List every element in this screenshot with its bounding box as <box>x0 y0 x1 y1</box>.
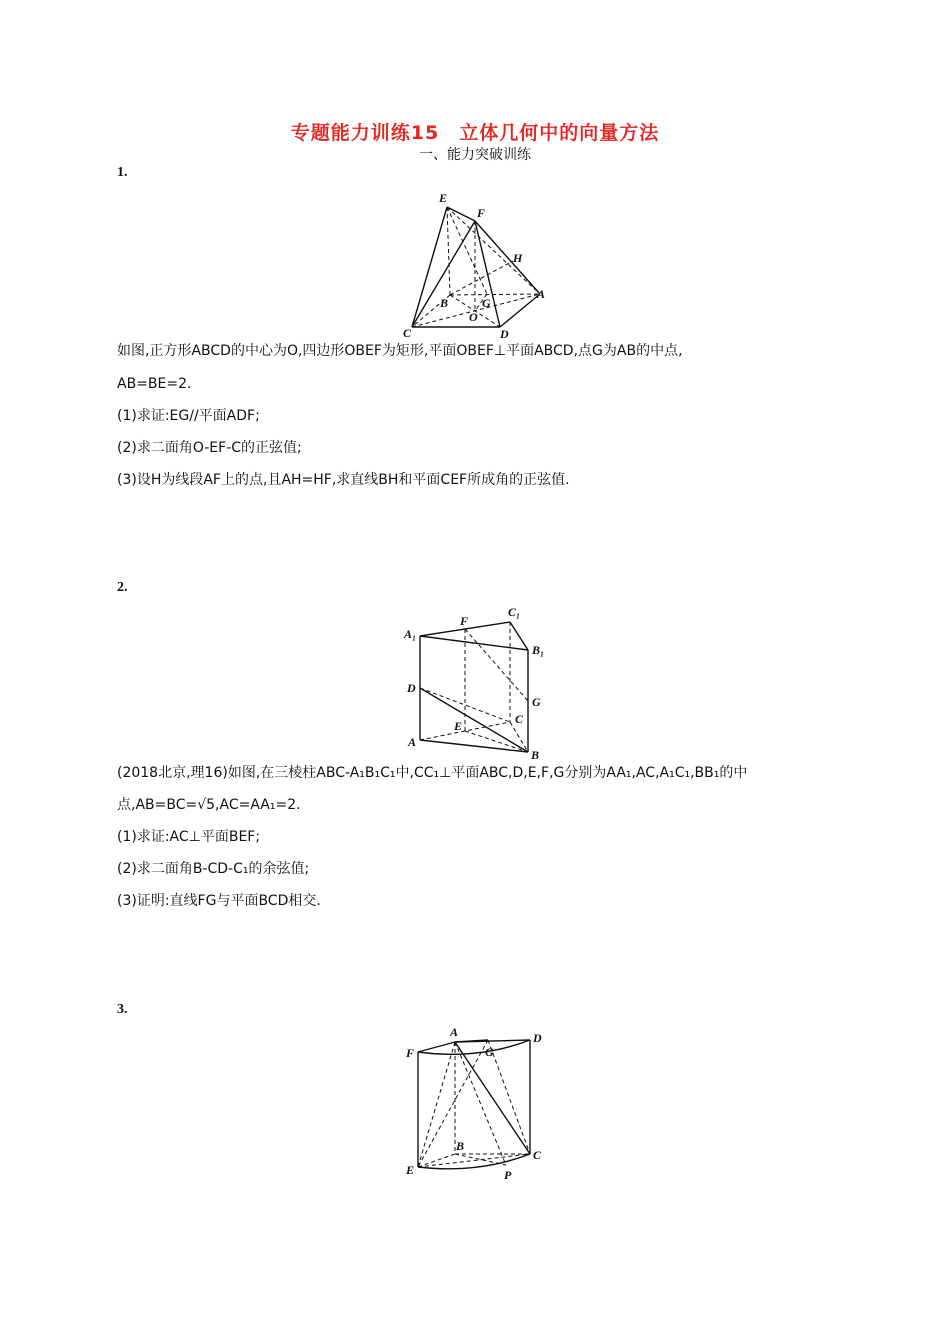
fig1-label-C: C <box>403 326 412 340</box>
fig2-label-B1: B₁ <box>532 643 545 657</box>
problem-2-line-1: (2018北京,理16)如图,在三棱柱ABC-A₁B₁C₁中,CC₁⊥平面ABC,D,E,F,G分别为AA₁,AC,A₁C₁,BB₁的中 <box>117 765 748 781</box>
problem-1-line-3: (1)求证:EG//平面ADF; <box>117 408 260 424</box>
fig2-label-F: F <box>460 614 469 628</box>
fig1-label-D: D <box>500 327 509 341</box>
fig2-label-E: E <box>454 719 463 733</box>
fig1-label-H: H <box>513 251 523 265</box>
fig1-label-A: A <box>537 287 546 301</box>
fig2-label-A: A <box>408 735 417 749</box>
section-subtitle: 一、能力突破训练 <box>419 147 531 163</box>
fig3-label-A: A <box>450 1025 459 1039</box>
fig1-label-O: O <box>469 310 478 324</box>
fig2-label-C: C <box>515 712 524 726</box>
problem-3-number: 3. <box>117 1002 128 1017</box>
fig2-label-C1: C₁ <box>508 605 521 619</box>
problem-2-line-3: (1)求证:AC⊥平面BEF; <box>117 829 261 845</box>
problem-2-line-4: (2)求二面角B-CD-C₁的余弦值; <box>117 861 310 877</box>
fig3-label-D: D <box>533 1031 542 1045</box>
problem-1-number: 1. <box>117 165 128 180</box>
fig3-label-F: F <box>406 1046 415 1060</box>
problem-1-line-4: (2)求二面角O-EF-C的正弦值; <box>117 440 302 456</box>
fig2-label-G: G <box>532 695 541 709</box>
fig2-label-B: B <box>531 748 540 762</box>
fig2-label-D: D <box>407 681 416 695</box>
fig3-label-E: E <box>406 1163 415 1177</box>
problem-1-line-5: (3)设H为线段AF上的点,且AH=HF,求直线BH和平面CEF所成角的正弦值. <box>117 472 570 488</box>
page-title: 专题能力训练15 立体几何中的向量方法 <box>290 122 660 144</box>
fig3-label-C: C <box>533 1148 542 1162</box>
fig1-label-B: B <box>440 296 449 310</box>
problem-1-line-1: 如图,正方形ABCD的中心为O,四边形OBEF为矩形,平面OBEF⊥平面ABCD,点G为AB的中点, <box>117 343 683 359</box>
problem-2-line-5: (3)证明:直线FG与平面BCD相交. <box>117 893 321 909</box>
fig1-label-E: E <box>439 191 448 205</box>
problem-2-number: 2. <box>117 580 128 595</box>
fig1-label-F: F <box>477 206 486 220</box>
problem-1-figure <box>395 185 565 345</box>
problem-2-figure <box>398 600 558 765</box>
fig1-label-G: G <box>482 296 491 310</box>
fig2-label-A1: A₁ <box>404 627 417 641</box>
problem-2-line-2: 点,AB=BC=√5,AC=AA₁=2. <box>117 797 301 813</box>
fig3-label-P: P <box>504 1168 512 1182</box>
problem-3-figure <box>398 1022 558 1187</box>
fig3-label-G: G <box>485 1045 494 1059</box>
fig3-label-B: B <box>456 1139 465 1153</box>
problem-1-line-2: AB=BE=2. <box>117 376 192 392</box>
